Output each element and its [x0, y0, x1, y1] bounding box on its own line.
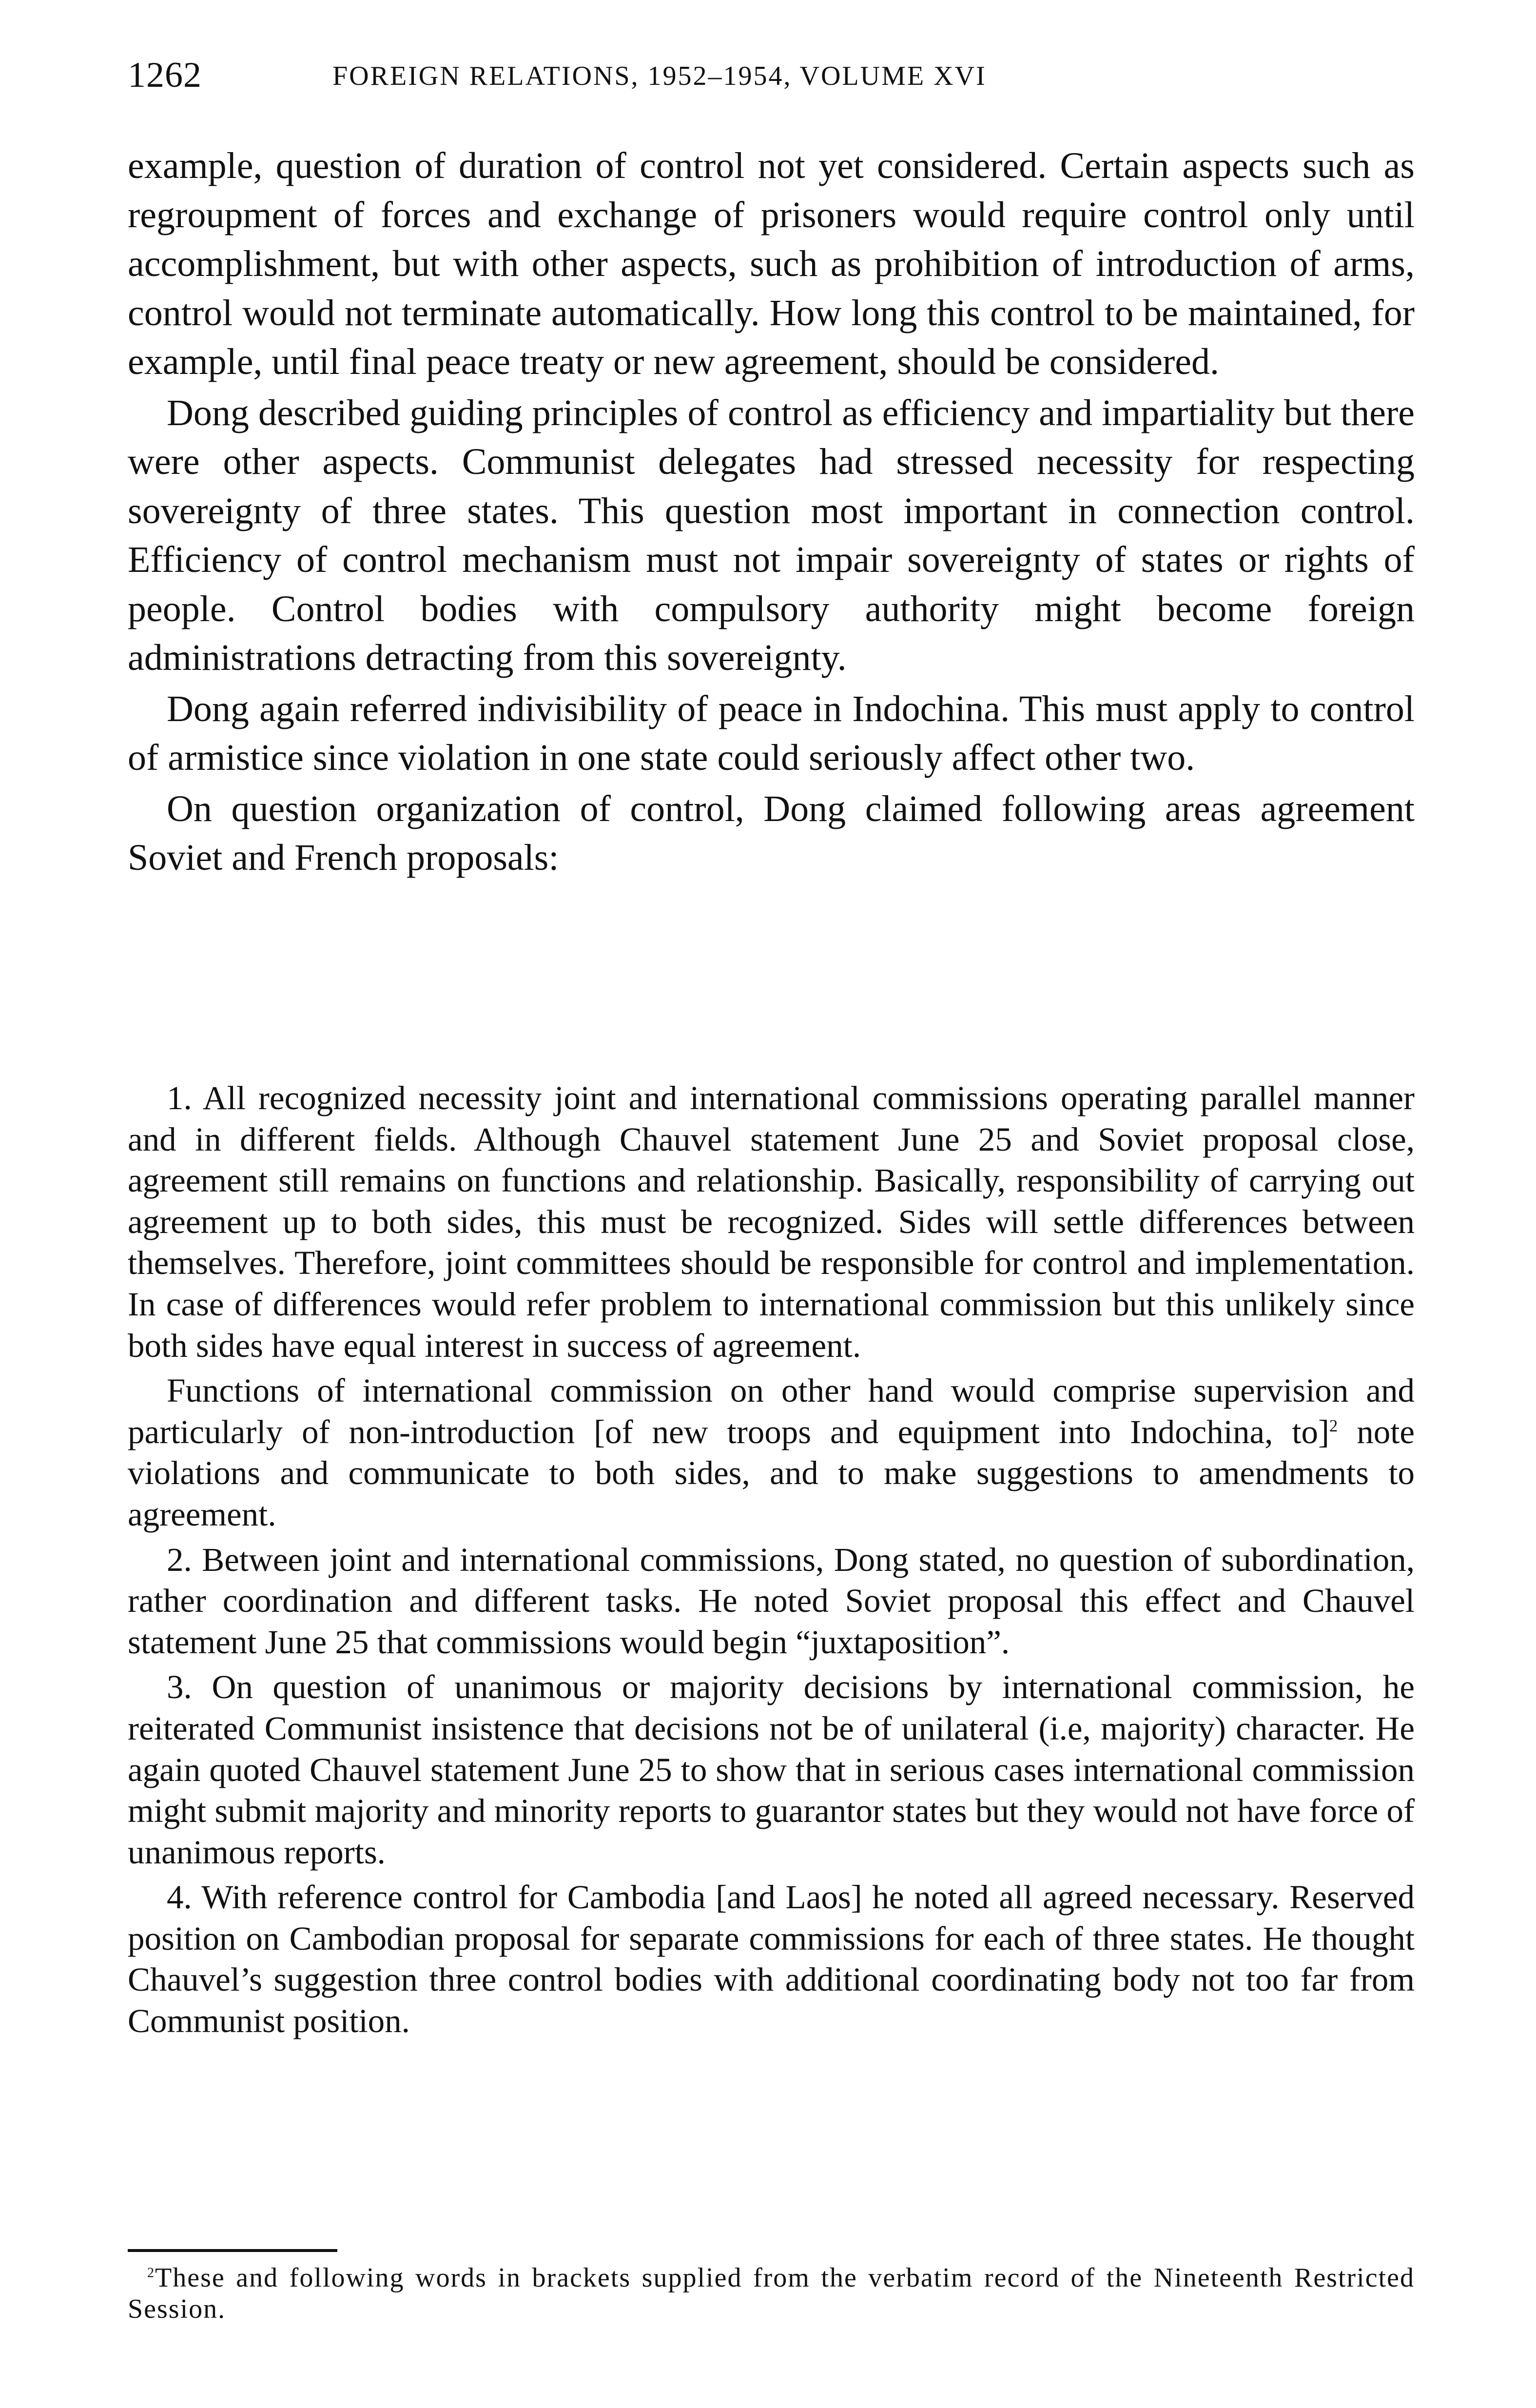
point-3: 3. On question of unanimous or majority decisions by international commission, he reiterated Communist insistence that decisions not be of unilateral (i.e, majority) character. He again quoted Chauvel statement June 25 to show that in serious cases international commission might submit majority and minority reports to guarantor states but they would not have force of unanimous reports.	[128, 1668, 1415, 1871]
paragraph-principles: Dong described guiding principles of control as efficiency and impartiality but there were other aspects. Communist delegates had stressed necessity for respecting sovereignty of three states. This question most important in connection control. Efficiency of control mechanism must not impair sovereignty of states or rights of people. Control bodies with compulsory authority might become foreign administrations detracting from this sovereignty.	[128, 392, 1415, 678]
page-header	[128, 55, 1415, 108]
paragraph-functions	[128, 1370, 1415, 1535]
point-4: 4. With reference control for Cambodia [and Laos] he noted all agreed necessary. Reserved position on Cambodian proposal for separate commissions for each of three states. He thought Chauvel’s suggestion three control bodies with additional coordinating body not too far from Communist position.	[128, 1879, 1415, 2040]
main-text	[128, 141, 1415, 882]
running-head: FOREIGN RELATIONS, 1952–1954, VOLUME XVI	[332, 61, 987, 91]
footnote-reference: 2	[1329, 1416, 1338, 1435]
point-2: 2. Between joint and international commissions, Dong stated, no question of subordination, rather coordination and different tasks. He noted Soviet proposal this effect and Chauvel statement June 25 that commissions would begin “juxtaposition”.	[128, 1541, 1415, 1661]
paragraph-organization: On question organization of control, Dong claimed following areas agreement Soviet and French proposals:	[128, 788, 1415, 878]
functions-text-start: Functions of international commission on other hand would comprise supervision and particularly of non-introduction [of new troops and equipment into Indochina, to]	[128, 1372, 1415, 1450]
functions-text-end: note violations and communicate to both sides, and to make suggestions to amendments to agreement.	[128, 1413, 1415, 1533]
footnote-rule	[128, 2249, 337, 2252]
numbered-points	[128, 1077, 1415, 2042]
point-1: 1. All recognized necessity joint and international commissions operating parallel manner and in different fields. Although Chauvel statement June 25 and Soviet proposal close, agreement still remains on functions and relationship. Basically, responsibility of carrying out agreement up to both sides, this must be recognized. Sides will settle differences between themselves. Therefore, joint committees should be responsible for control and implementation. In case of differences would refer problem to international commission but this unlikely since both sides have equal interest in success of agreement.	[128, 1079, 1415, 1364]
footnote-marker: 2	[147, 2265, 155, 2281]
paragraph-indivisibility: Dong again referred indivisibility of peace in Indochina. This must apply to control of armistice since violation in one state could seriously affect other two.	[128, 688, 1415, 778]
page-number: 1262	[128, 55, 202, 95]
paragraph-continuation: example, question of duration of control not yet considered. Certain aspects such as regroupment of forces and exchange of prisoners would require control only until accomplishment, but with other aspects, such as prohibition of introduction of arms, control would not terminate automatically. How long this control to be maintained, for example, until final peace treaty or new agreement, should be considered.	[128, 145, 1415, 382]
footnote	[128, 2262, 1415, 2325]
footnote-text: These and following words in brackets supplied from the verbatim record of the Nineteenth Restricted Session.	[128, 2263, 1415, 2324]
